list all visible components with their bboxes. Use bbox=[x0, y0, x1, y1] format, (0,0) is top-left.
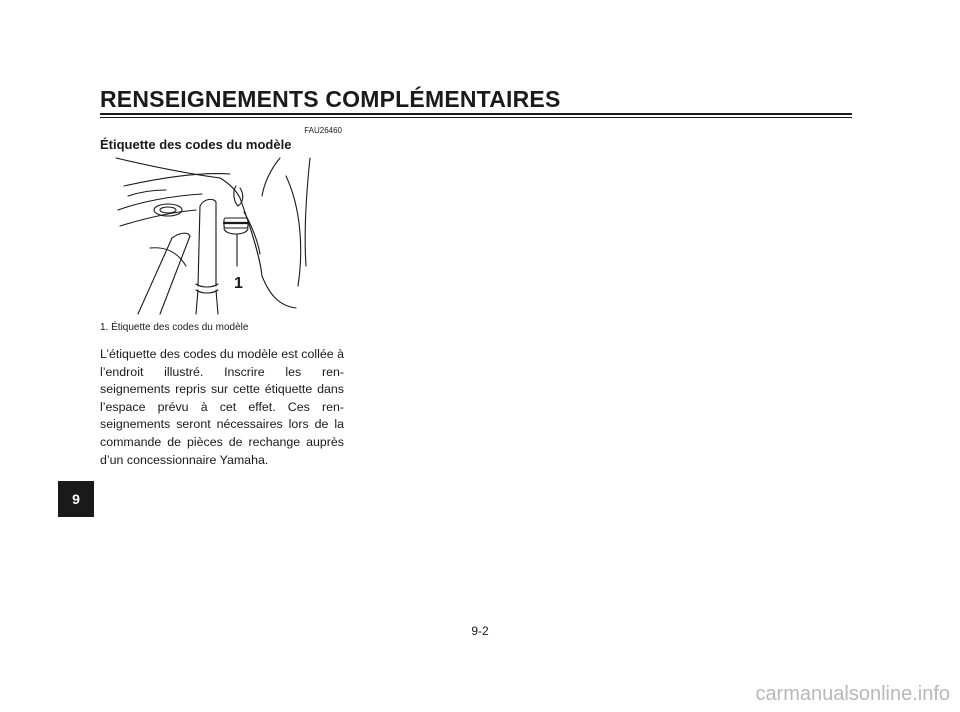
reference-code: FAU26460 bbox=[304, 126, 342, 135]
chapter-title: RENSEIGNEMENTS COMPLÉMENTAIRES bbox=[100, 86, 561, 112]
header-rule-thick bbox=[100, 113, 852, 115]
callout-number: 1 bbox=[234, 275, 243, 292]
watermark: carmanualsonline.info bbox=[755, 683, 950, 705]
header-rule-thin bbox=[100, 117, 852, 118]
figure-caption: 1. Étiquette des codes du modèle bbox=[100, 322, 249, 333]
body-paragraph: L’étiquette des codes du modèle est collée à l’endroit illustré. Inscrire les ren-seignements repris sur cette étiquette dans l’espace prévu à cet effet. Ces ren-seignements seront nécessaires lors de la commande de pièces de rechange auprès d’un concessionnaire Yamaha. bbox=[100, 347, 344, 467]
page-number: 9-2 bbox=[471, 624, 489, 638]
section-heading: Étiquette des codes du modèle bbox=[100, 137, 292, 152]
model-label-illustration bbox=[110, 156, 330, 316]
chapter-tab[interactable]: 9 bbox=[58, 481, 94, 517]
